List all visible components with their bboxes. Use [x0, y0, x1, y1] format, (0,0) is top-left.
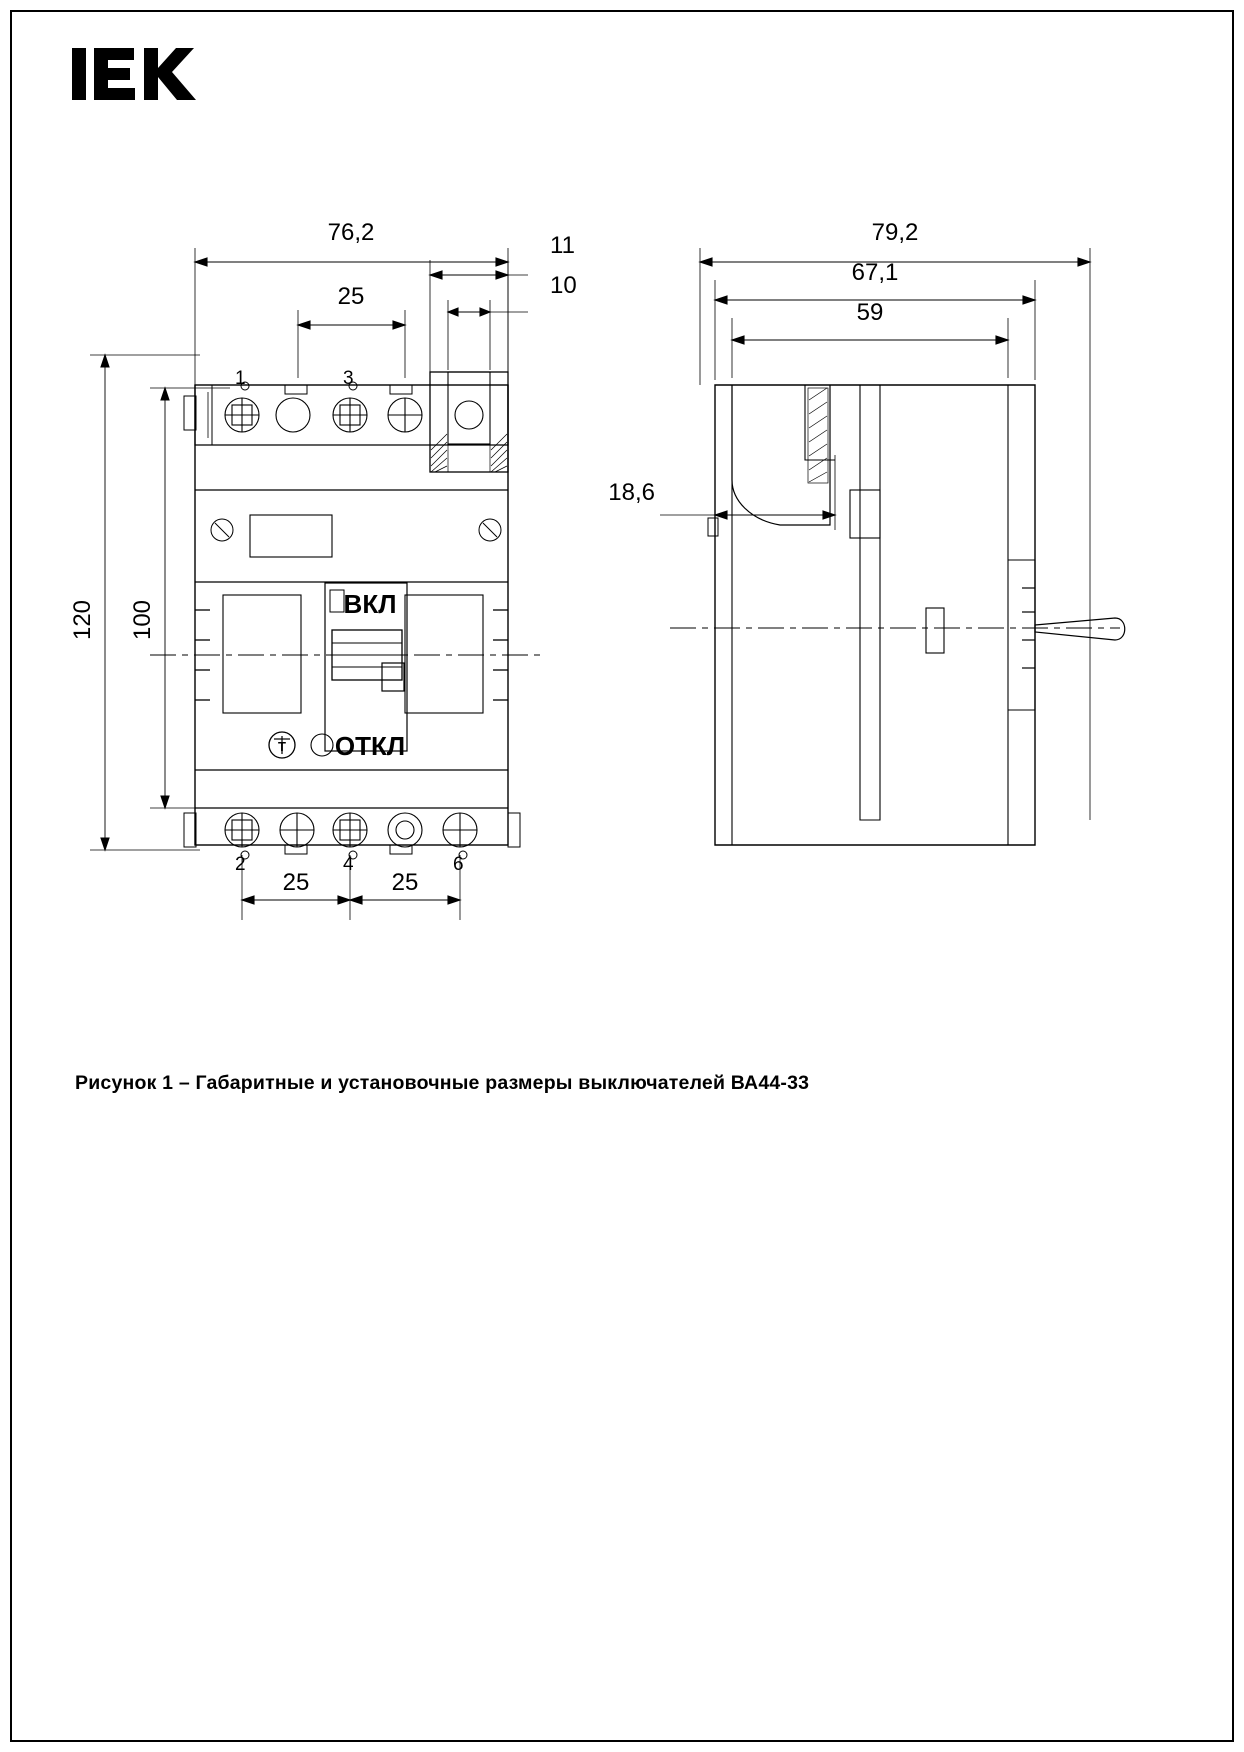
terminal-label-1: 1	[235, 368, 246, 389]
terminal-label-6: 6	[453, 854, 464, 875]
front-view-graphic	[90, 248, 540, 920]
iek-logo	[72, 40, 202, 110]
iek-logo-icon	[72, 40, 202, 110]
dim-handle-offset: 18,6	[608, 479, 655, 506]
dim-depth-total: 79,2	[871, 219, 919, 246]
side-view-graphic	[660, 248, 1125, 845]
dim-lug-width: 11	[550, 232, 575, 259]
label-on: ВКЛ	[343, 589, 397, 619]
terminal-label-3: 3	[343, 368, 354, 389]
terminal-label-2: 2	[235, 854, 246, 875]
label-off: ОТКЛ	[334, 731, 406, 761]
dim-mounting-height: 100	[129, 599, 156, 641]
dim-width-total: 76,2	[327, 219, 375, 246]
figure-caption: Рисунок 1 – Габаритные и установочные размеры выключателей ВА44-33	[75, 1072, 810, 1094]
technical-drawing	[60, 200, 1170, 980]
dim-terminal-pitch-top: 25	[337, 283, 365, 310]
terminal-label-4: 4	[343, 854, 354, 875]
dim-pitch-bottom-left: 25	[282, 869, 310, 896]
dim-pitch-bottom-right: 25	[391, 869, 419, 896]
test-button-label: T	[278, 739, 286, 754]
dim-lug-depth: 10	[550, 272, 577, 299]
dim-depth-inner: 59	[856, 299, 884, 326]
dim-height-total: 120	[69, 599, 96, 641]
dim-depth-body: 67,1	[851, 259, 899, 286]
